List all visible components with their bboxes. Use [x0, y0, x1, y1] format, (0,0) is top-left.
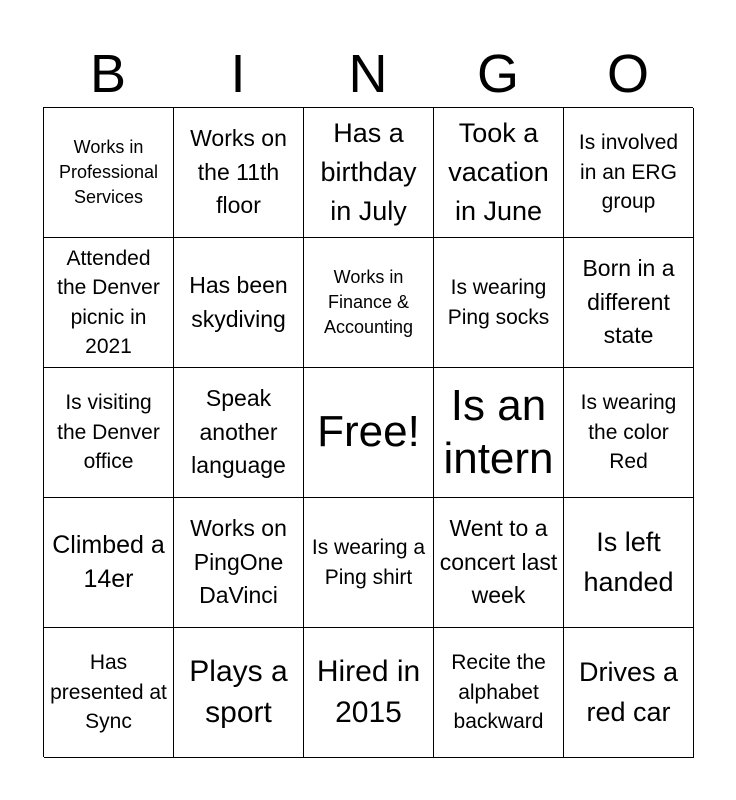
bingo-cell-r2c4[interactable] [434, 238, 564, 368]
cell-text: Took a vacation in June [448, 117, 549, 227]
cell-text: Works in Professional Services [58, 136, 159, 208]
header-letter-i: I [230, 44, 246, 104]
cell-text: Climbed a 14er [52, 530, 165, 593]
free-space-text: Free! [317, 407, 420, 457]
bingo-cell-r4c4[interactable] [434, 498, 564, 628]
cell-text: Is left handed [583, 527, 674, 597]
bingo-cell-r3c1[interactable] [44, 368, 174, 498]
bingo-cell-r5c4[interactable] [434, 628, 564, 758]
bingo-cell-r5c3[interactable] [304, 628, 434, 758]
bingo-cell-r5c5[interactable] [564, 628, 694, 758]
bingo-cell-r4c1[interactable] [44, 498, 174, 628]
bingo-cell-r1c5[interactable] [564, 108, 694, 238]
bingo-cell-r4c5[interactable] [564, 498, 694, 628]
bingo-cell-r1c4[interactable] [434, 108, 564, 238]
cell-text: Hired in 2015 [316, 655, 421, 729]
cell-text: Has been skydiving [189, 272, 288, 332]
cell-text: Is an intern [443, 380, 554, 483]
cell-text: Works on the 11th floor [190, 125, 287, 219]
bingo-board [43, 107, 693, 757]
cell-text: Drives a red car [578, 657, 679, 727]
cell-text: Went to a concert last week [439, 515, 558, 609]
bingo-cell-r2c5[interactable] [564, 238, 694, 368]
bingo-cell-r4c3[interactable] [304, 498, 434, 628]
header-letter-b: B [89, 44, 127, 104]
cell-text: Recite the alphabet backward [451, 651, 546, 734]
bingo-cell-r3c4[interactable] [434, 368, 564, 498]
header-letter-o: O [606, 44, 649, 104]
bingo-cell-r2c3[interactable] [304, 238, 434, 368]
bingo-cell-r3c3-free[interactable] [304, 368, 434, 498]
bingo-cell-r3c2[interactable] [174, 368, 304, 498]
bingo-cell-r1c3[interactable] [304, 108, 434, 238]
bingo-cell-r1c1[interactable] [44, 108, 174, 238]
bingo-cell-r2c1[interactable] [44, 238, 174, 368]
bingo-cell-r1c2[interactable] [174, 108, 304, 238]
bingo-cell-r5c1[interactable] [44, 628, 174, 758]
header-letter-n: N [348, 44, 388, 104]
cell-text: Plays a sport [189, 655, 288, 729]
cell-text: Works on PingOne DaVinci [190, 515, 287, 609]
cell-text: Has presented at Sync [50, 651, 167, 734]
cell-text: Born in a different state [582, 255, 675, 349]
header-letter-g: G [476, 44, 519, 104]
cell-text: Is involved in an ERG group [578, 131, 679, 214]
cell-text: Is wearing the color Red [580, 391, 677, 474]
cell-text: Is visiting the Denver office [57, 391, 160, 474]
bingo-header [43, 40, 693, 108]
bingo-cell-r3c5[interactable] [564, 368, 694, 498]
cell-text: Works in Finance & Accounting [323, 266, 414, 338]
bingo-cell-r5c2[interactable] [174, 628, 304, 758]
bingo-cell-r4c2[interactable] [174, 498, 304, 628]
cell-text: Has a birthday in July [320, 117, 417, 227]
bingo-cell-r2c2[interactable] [174, 238, 304, 368]
cell-text: Is wearing a Ping shirt [311, 536, 426, 589]
cell-text: Attended the Denver picnic in 2021 [57, 246, 160, 358]
cell-text: Speak another language [191, 385, 286, 479]
cell-text: Is wearing Ping socks [447, 276, 550, 329]
